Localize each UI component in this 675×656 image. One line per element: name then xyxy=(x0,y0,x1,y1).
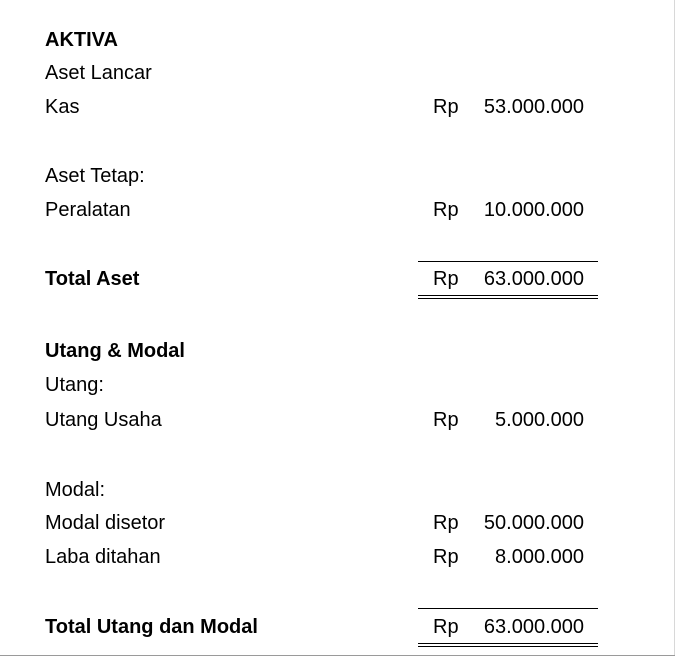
laba-ditahan-amount xyxy=(433,542,584,572)
aset-lancar-label: Aset Lancar xyxy=(45,62,152,84)
peralatan-value: 10.000.000 xyxy=(483,199,584,221)
modal-disetor-amount xyxy=(433,508,584,538)
modal-label: Modal: xyxy=(45,479,106,501)
utang-heading xyxy=(45,370,645,400)
total-aset-amount xyxy=(433,264,584,294)
total-utang-modal-currency: Rp xyxy=(433,616,459,638)
total-utang-modal-label: Total Utang dan Modal xyxy=(45,616,258,638)
total-aset-row xyxy=(45,264,645,294)
laba-ditahan-row xyxy=(45,542,645,572)
modal-heading xyxy=(45,475,645,505)
aktiva-heading-label: AKTIVA xyxy=(45,29,118,51)
peralatan-row xyxy=(45,195,645,225)
total-utang-modal-double-rule xyxy=(418,643,598,647)
total-utang-modal-value: 63.000.000 xyxy=(483,616,584,638)
utang-usaha-amount xyxy=(433,405,584,435)
total-utang-modal-row xyxy=(45,612,645,642)
kas-label: Kas xyxy=(45,96,80,118)
utang-usaha-label: Utang Usaha xyxy=(45,409,162,431)
kas-currency: Rp xyxy=(433,96,459,118)
total-aset-currency: Rp xyxy=(433,268,459,290)
aset-tetap-label: Aset Tetap: xyxy=(45,165,145,187)
kas-value: 53.000.000 xyxy=(483,96,584,118)
modal-disetor-value: 50.000.000 xyxy=(483,512,584,534)
modal-disetor-row xyxy=(45,508,645,538)
kas-amount xyxy=(433,92,584,122)
utang-usaha-value: 5.000.000 xyxy=(495,409,584,431)
aset-lancar-heading xyxy=(45,58,645,88)
utang-usaha-row xyxy=(45,405,645,435)
aktiva-heading xyxy=(45,25,645,55)
laba-ditahan-value: 8.000.000 xyxy=(495,546,584,568)
total-aset-label: Total Aset xyxy=(45,268,140,290)
peralatan-label: Peralatan xyxy=(45,199,131,221)
total-utang-modal-top-rule xyxy=(418,608,598,609)
total-aset-value: 63.000.000 xyxy=(483,268,584,290)
utang-modal-heading xyxy=(45,336,645,366)
utang-usaha-currency: Rp xyxy=(433,409,459,431)
utang-modal-heading-label: Utang & Modal xyxy=(45,340,185,362)
total-aset-double-rule xyxy=(418,295,598,299)
peralatan-currency: Rp xyxy=(433,199,459,221)
modal-disetor-label: Modal disetor xyxy=(45,512,166,534)
kas-row xyxy=(45,92,645,122)
laba-ditahan-label: Laba ditahan xyxy=(45,546,161,568)
peralatan-amount xyxy=(433,195,584,225)
total-utang-modal-amount xyxy=(433,612,584,642)
utang-label: Utang: xyxy=(45,374,104,396)
laba-ditahan-currency: Rp xyxy=(433,546,459,568)
aset-tetap-heading xyxy=(45,161,645,191)
modal-disetor-currency: Rp xyxy=(433,512,459,534)
total-aset-top-rule xyxy=(418,261,598,262)
